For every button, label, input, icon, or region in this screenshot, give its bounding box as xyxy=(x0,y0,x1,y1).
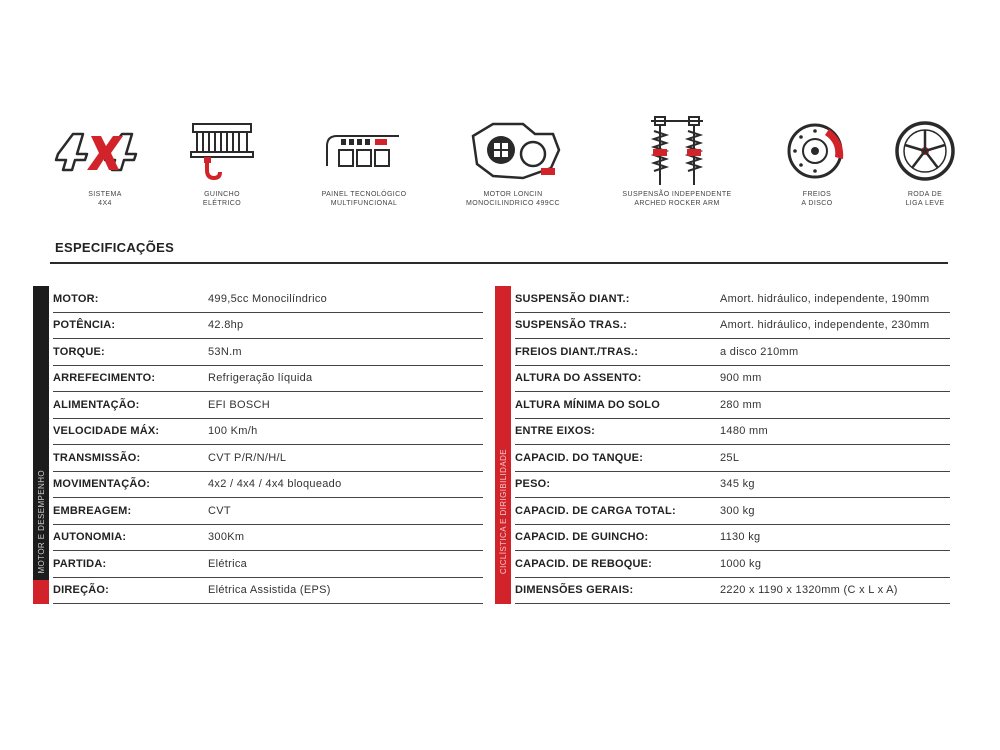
spec-value: Refrigeração líquida xyxy=(208,372,313,385)
feature-4x4: SISTEMA 4X4 xyxy=(35,112,175,208)
spec-label: POTÊNCIA: xyxy=(53,319,116,332)
title-divider xyxy=(50,262,948,264)
feature-alloy-wheel: RODA DE LIGA LEVE xyxy=(855,112,995,208)
side-label: CICLÍSTICA E DIRIGIBILIDADE xyxy=(498,448,508,574)
spec-label: PESO: xyxy=(515,478,551,491)
feature-suspension: SUSPENSÃO INDEPENDENTE ARCHED ROCKER ARM xyxy=(607,112,747,208)
spec-label: CAPACID. DE GUINCHO: xyxy=(515,531,649,544)
spec-label: CAPACID. DE REBOQUE: xyxy=(515,557,653,570)
spec-value: Amort. hidráulico, independente, 230mm xyxy=(720,319,930,332)
spec-row xyxy=(515,339,950,366)
spec-value: 280 mm xyxy=(720,398,762,411)
spec-row xyxy=(53,366,483,393)
spec-value: 53N.m xyxy=(208,345,242,358)
spec-label: FREIOS DIANT./TRAS.: xyxy=(515,345,639,358)
side-label-bar xyxy=(33,286,49,604)
spec-label: MOVIMENTAÇÃO: xyxy=(53,478,151,491)
spec-row xyxy=(515,578,950,605)
feature-disc-brake: FREIOS A DISCO xyxy=(747,112,887,208)
feature-dashboard: PAINEL TECNOLÓGICO MULTIFUNCIONAL xyxy=(294,112,434,208)
spec-row xyxy=(53,578,483,605)
spec-row xyxy=(515,472,950,499)
spec-label: VELOCIDADE MÁX: xyxy=(53,425,160,438)
spec-value: 1130 kg xyxy=(720,531,761,544)
spec-value: 300 kg xyxy=(720,504,755,517)
spec-label: AUTONOMIA: xyxy=(53,531,127,544)
spec-value: CVT xyxy=(208,504,231,517)
spec-label: DIMENSÕES GERAIS: xyxy=(515,584,634,597)
winch-icon xyxy=(152,112,292,190)
spec-label: CAPACID. DO TANQUE: xyxy=(515,451,644,464)
spec-label: PARTIDA: xyxy=(53,557,107,570)
spec-label: ENTRE EIXOS: xyxy=(515,425,596,438)
section-title: ESPECIFICAÇÕES xyxy=(55,240,175,255)
spec-row xyxy=(53,498,483,525)
spec-label: ALTURA MÍNIMA DO SOLO xyxy=(515,398,660,411)
spec-row xyxy=(515,551,950,578)
spec-row xyxy=(53,313,483,340)
spec-label: DIREÇÃO: xyxy=(53,584,109,597)
spec-label: TRANSMISSÃO: xyxy=(53,451,141,464)
side-label: MOTOR E DESEMPENHO xyxy=(36,470,46,574)
spec-row xyxy=(515,313,950,340)
spec-row xyxy=(515,392,950,419)
spec-value: Elétrica xyxy=(208,557,248,570)
spec-value: 42.8hp xyxy=(208,319,244,332)
feature-winch: GUINCHO ELÉTRICO xyxy=(152,112,292,208)
spec-label: TORQUE: xyxy=(53,345,105,358)
spec-value: 4x2 / 4x4 / 4x4 bloqueado xyxy=(208,478,342,491)
spec-row xyxy=(53,445,483,472)
spec-label: ALTURA DO ASSENTO: xyxy=(515,372,642,385)
side-label-bar xyxy=(495,286,511,604)
spec-label: ARREFECIMENTO: xyxy=(53,372,156,385)
spec-value: a disco 210mm xyxy=(720,345,799,358)
spec-row xyxy=(53,339,483,366)
spec-row xyxy=(53,286,483,313)
spec-value: Elétrica Assistida (EPS) xyxy=(208,584,331,597)
spec-label: MOTOR: xyxy=(53,292,99,305)
features-row xyxy=(20,112,980,222)
spec-row xyxy=(53,419,483,446)
spec-value: CVT P/R/N/H/L xyxy=(208,451,287,464)
spec-value: 2220 x 1190 x 1320mm (C x L x A) xyxy=(720,584,898,597)
spec-value: 1000 kg xyxy=(720,557,762,570)
spec-row xyxy=(53,472,483,499)
suspension-shock-icon xyxy=(607,112,747,190)
spec-value: 345 kg xyxy=(720,478,755,491)
alloy-wheel-icon xyxy=(855,112,995,190)
spec-label: SUSPENSÃO TRAS.: xyxy=(515,319,627,332)
spec-row xyxy=(53,392,483,419)
spec-row xyxy=(515,419,950,446)
side-accent xyxy=(495,580,511,604)
spec-label: ALIMENTAÇÃO: xyxy=(53,398,140,411)
side-accent xyxy=(33,580,49,604)
dashboard-panel-icon xyxy=(294,112,434,190)
spec-value: 100 Km/h xyxy=(208,425,258,438)
spec-value: 1480 mm xyxy=(720,425,768,438)
spec-label: CAPACID. DE CARGA TOTAL: xyxy=(515,504,676,517)
feature-engine: MOTOR LONCIN MONOCILINDRICO 499CC xyxy=(443,112,583,208)
spec-row xyxy=(53,525,483,552)
spec-value: 499,5cc Monocilíndrico xyxy=(208,292,328,305)
spec-label: EMBREAGEM: xyxy=(53,504,132,517)
spec-label: SUSPENSÃO DIANT.: xyxy=(515,292,630,305)
spec-value: Amort. hidráulico, independente, 190mm xyxy=(720,292,930,305)
spec-row xyxy=(515,366,950,393)
spec-row xyxy=(515,445,950,472)
engine-icon xyxy=(443,112,583,190)
spec-row xyxy=(53,551,483,578)
spec-value: 900 mm xyxy=(720,372,762,385)
spec-row xyxy=(515,286,950,313)
spec-value: EFI BOSCH xyxy=(208,398,270,411)
spec-value: 25L xyxy=(720,451,740,464)
spec-row xyxy=(515,525,950,552)
spec-row xyxy=(515,498,950,525)
spec-value: 300Km xyxy=(208,531,245,544)
